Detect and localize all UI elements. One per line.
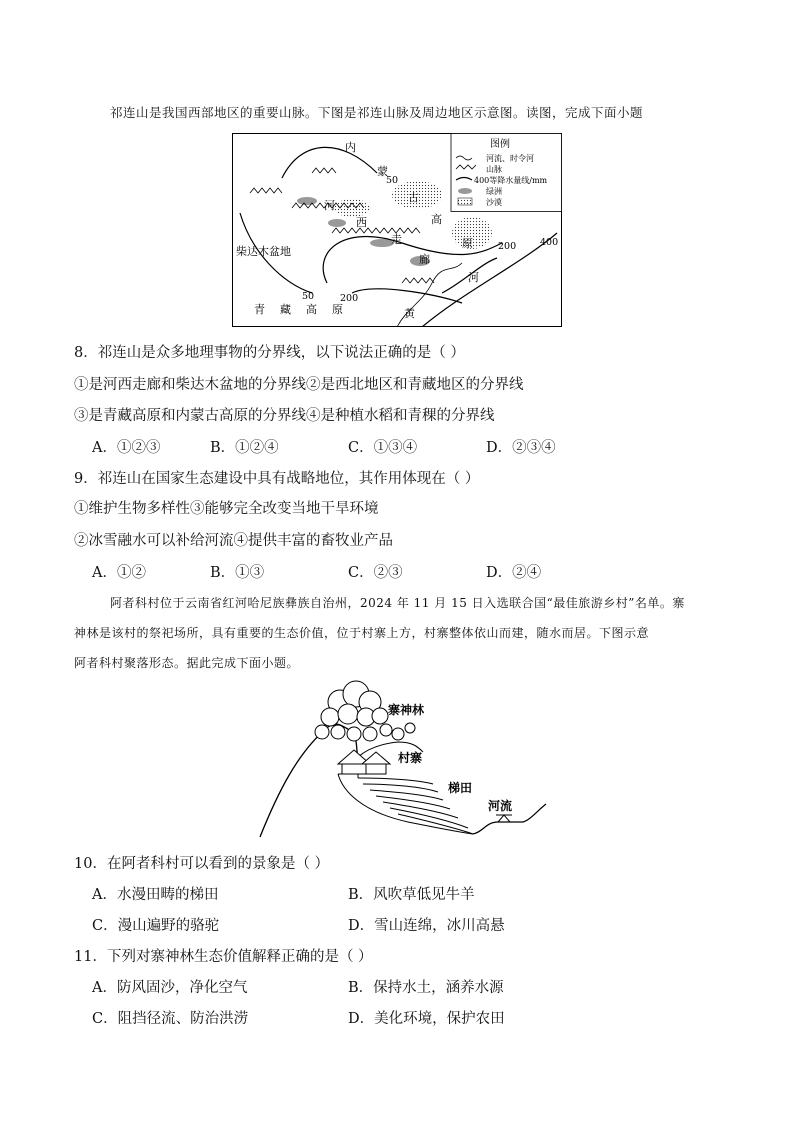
q8-stem: 8．祁连山是众多地理事物的分界线，以下说法正确的是（ ）	[74, 345, 465, 361]
map-label-he: 河	[324, 199, 335, 212]
map-label-nei: 内	[345, 141, 356, 154]
q10-option-b[interactable]: B．风吹草低见牛羊	[348, 887, 475, 903]
label-village: 村寨	[398, 751, 423, 765]
legend-item-isohyet: 400等降水量线/mm	[474, 176, 548, 185]
q8-option-c[interactable]: C．①③④	[348, 440, 418, 456]
q8-statement-2: ③是青藏高原和内蒙古高原的分界线④是种植水稻和青稞的分界线	[74, 408, 495, 424]
isohyet-200-b: 200	[498, 241, 517, 252]
q8-option-a[interactable]: A．①②③	[92, 440, 161, 456]
map-label-gao2: 高	[306, 303, 317, 316]
map-label-huang: 黄	[404, 307, 415, 320]
q10-option-d[interactable]: D．雪山连绵，冰川高悬	[348, 918, 505, 934]
map-label-zang: 藏	[280, 303, 291, 316]
q11-option-b[interactable]: B．保持水土，涵养水源	[348, 980, 504, 996]
map-label-meng: 蒙	[377, 165, 388, 178]
q9-stem: 9．祁连山在国家生态建设中具有战略地位，其作用体现在（ ）	[74, 471, 480, 487]
intro-text-1: 祁连山是我国西部地区的重要山脉。下图是祁连山脉及周边地区示意图。读图，完成下面小题	[110, 105, 644, 120]
qilian-map	[232, 133, 562, 327]
q8-option-d[interactable]: D．②③④	[486, 440, 556, 456]
legend-item-oasis: 绿洲	[486, 187, 502, 196]
village-houses	[338, 750, 390, 774]
q11-option-c[interactable]: C．阻挡径流、防治洪涝	[92, 1011, 249, 1027]
isohyet-50-b: 50	[302, 291, 315, 302]
legend-item-river: 河流、时令河	[486, 154, 534, 163]
map-label-qaidam: 柴达木盆地	[236, 245, 291, 258]
map-label-zou: 走	[391, 233, 402, 246]
legend-title: 图例	[490, 139, 510, 150]
intro-text-2b: 神林是该村的祭祀场所，具有重要的生态价值，位于村寨上方，村寨整体依山而建，随水而居。下图示意	[74, 626, 650, 640]
q11-stem: 11．下列对寨神林生态价值解释正确的是（ ）	[74, 949, 373, 965]
map-label-gu: 古	[408, 191, 419, 204]
label-terrace: 梯田	[448, 781, 473, 795]
legend-item-desert: 沙漠	[486, 198, 502, 207]
q9-statement-1: ①维护生物多样性③能够完全改变当地干旱环境	[74, 501, 379, 517]
map-legend	[451, 134, 562, 212]
map-label-he2: 河	[468, 271, 479, 284]
map-label-lang: 廊	[419, 253, 430, 266]
q8-option-b[interactable]: B．①②④	[210, 440, 279, 456]
map-label-gao: 高	[431, 213, 442, 226]
map-label-xi: 西	[356, 216, 367, 229]
intro-text-2a: 阿者科村位于云南省红河哈尼族彝族自治州，2024 年 11 月 15 日入选联合国“最佳旅游乡村”名单。寨	[110, 596, 685, 610]
label-sacred-forest: 寨神林	[388, 703, 425, 717]
q10-option-a[interactable]: A．水漫田畴的梯田	[92, 887, 219, 903]
q10-option-c[interactable]: C．漫山遍野的骆驼	[92, 918, 220, 934]
q11-option-d[interactable]: D．美化环境，保护农田	[348, 1011, 505, 1027]
q9-option-a[interactable]: A．①②	[92, 565, 146, 581]
map-label-yuan: 原	[462, 237, 473, 250]
q11-option-a[interactable]: A．防风固沙，净化空气	[92, 980, 248, 996]
map-label-yuan2: 原	[332, 303, 343, 316]
q9-option-c[interactable]: C．②③	[348, 565, 403, 581]
q9-option-b[interactable]: B．①③	[210, 565, 265, 581]
q8-statement-1: ①是河西走廊和柴达木盆地的分界线②是西北地区和青藏地区的分界线	[74, 377, 524, 393]
village-diagram	[258, 672, 548, 840]
isohyet-400: 400	[540, 237, 559, 248]
label-river: 河流	[488, 799, 513, 813]
isohyet-200-a: 200	[340, 293, 359, 304]
q9-option-d[interactable]: D．②④	[486, 565, 542, 581]
q9-statement-2: ②冰雪融水可以补给河流④提供丰富的畜牧业产品	[74, 533, 393, 549]
legend-item-mountain: 山脉	[486, 165, 502, 174]
isohyet-50-a: 50	[386, 175, 399, 186]
q10-stem: 10．在阿者科村可以看到的景象是（ ）	[74, 856, 330, 872]
map-label-qing: 青	[254, 303, 265, 316]
intro-text-2c: 阿者科村聚落形态。据此完成下面小题。	[74, 656, 300, 670]
